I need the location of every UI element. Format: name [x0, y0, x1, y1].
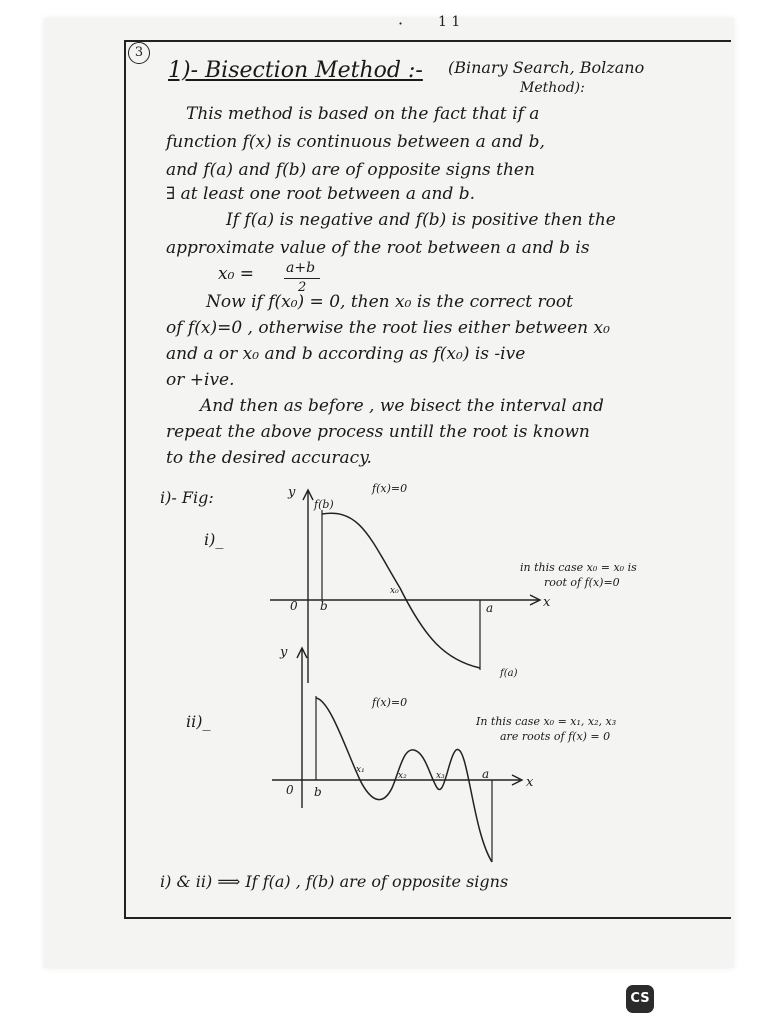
fig2-a-label: a [482, 767, 490, 781]
fig1-b-label: b [320, 599, 328, 613]
fig1-func-label: f(x)=0 [372, 482, 408, 495]
fig2-b-label: b [314, 785, 322, 799]
fig1-note: in this case x₀ = x₀ is root of f(x)=0 [520, 561, 637, 589]
text-line: repeat the above process untill the root is known [166, 422, 590, 442]
text-line: This method is based on the fact that if a [186, 104, 540, 124]
fig2-x3-label: x₃ [436, 771, 445, 781]
fraction-bar [284, 278, 320, 279]
fig2-note: In this case x₀ = x₁, x₂, x₃ are roots of f(x) = 0 [476, 715, 617, 743]
fig1-y-label: y [288, 485, 296, 500]
equation-lhs: x₀ = [218, 264, 255, 284]
text-line: If f(a) is negative and f(b) is positive then the [226, 210, 616, 230]
fig2-x2-label: x₂ [398, 771, 407, 781]
figure2-graph [260, 640, 560, 870]
fig2-x-label: x [526, 775, 534, 790]
fig2-func-label: f(x)=0 [372, 696, 408, 709]
fig1-x-label: x [543, 595, 551, 610]
equation-denominator: 2 [298, 280, 307, 295]
heading-aside: (Binary Search, Bolzano [448, 58, 645, 77]
heading-aside-line2: Method): [520, 80, 585, 96]
fig2-x1-label: x₁ [356, 765, 365, 775]
text-line: function f(x) is continuous between a and b, [166, 132, 545, 152]
section-heading: 1)- Bisection Method :- [168, 58, 423, 83]
camscanner-logo: CS [626, 985, 654, 1013]
text-line: Now if f(x₀) = 0, then x₀ is the correct root [206, 292, 573, 312]
text-line: and a or x₀ and b according as f(x₀) is -ive [166, 344, 526, 364]
text-line: approximate value of the root between a and b is [166, 238, 590, 258]
fig1-fb-label: f(b) [314, 498, 334, 511]
conclusion-line: i) & ii) ⟹ If f(a) , f(b) are of opposite signs [160, 872, 509, 891]
page-dot: · [398, 14, 404, 33]
page-number: 1 1 [438, 14, 461, 30]
figure2-label: ii)_ [186, 712, 211, 731]
fig1-fa-label: f(a) [500, 668, 518, 679]
figure1-label: i)_ [204, 530, 224, 549]
fig1-origin: 0 [290, 599, 298, 613]
text-line: to the desired accuracy. [166, 448, 372, 468]
fig1-a-label: a [486, 601, 494, 615]
fig1-root-label: x₀ [390, 586, 399, 596]
text-line: or +ive. [166, 370, 235, 390]
text-line: and f(a) and f(b) are of opposite signs then [166, 160, 535, 180]
text-line: And then as before , we bisect the interval and [200, 396, 604, 416]
fig2-origin: 0 [286, 783, 294, 797]
text-line: of f(x)=0 , otherwise the root lies either between x₀ [166, 318, 610, 338]
figure-label: i)- Fig: [160, 488, 214, 507]
equation-numerator: a+b [286, 260, 316, 276]
text-line: ∃ at least one root between a and b. [166, 184, 476, 204]
section-number: 3 [128, 42, 150, 64]
fig2-y-label: y [280, 645, 288, 660]
